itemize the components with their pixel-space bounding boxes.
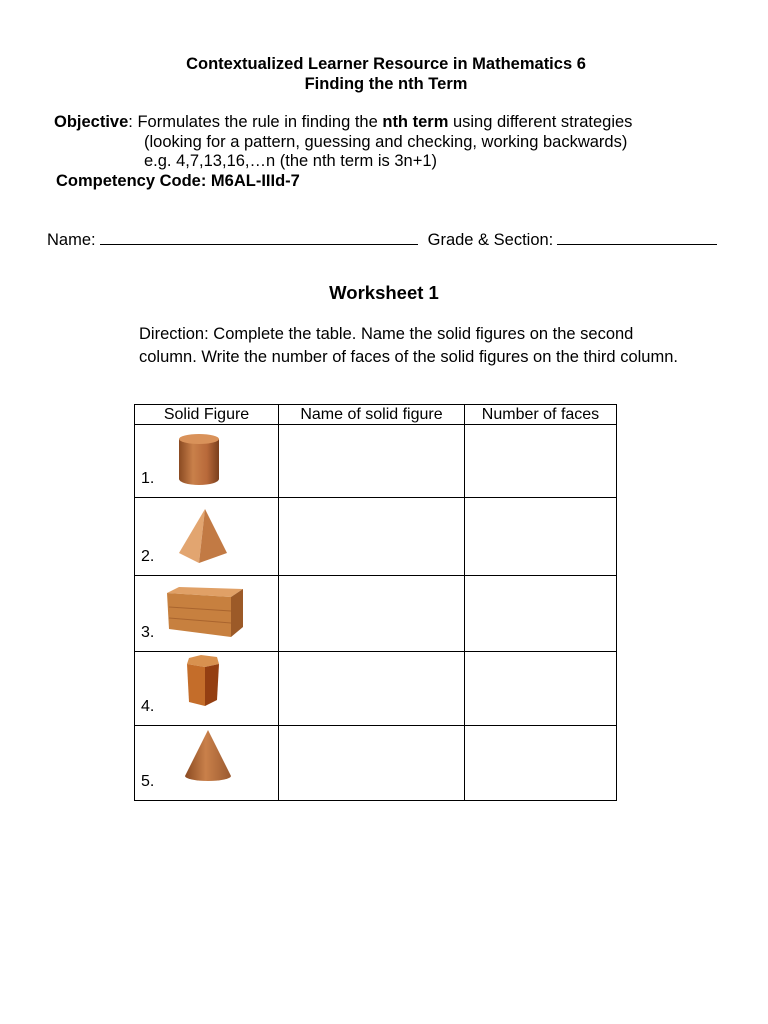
header-solid-figure: Solid Figure	[135, 405, 279, 425]
header-name-of-solid: Name of solid figure	[279, 405, 465, 425]
row-number: 2.	[141, 548, 155, 565]
name-grade-row	[47, 230, 717, 250]
grade-section-field[interactable]	[557, 230, 717, 245]
solid-figures-table	[134, 404, 617, 801]
figure-cell	[135, 726, 279, 801]
table-row	[135, 498, 617, 576]
rectangular-prism-icon	[165, 585, 245, 639]
faces-answer-cell[interactable]	[465, 576, 617, 652]
objective-text-a: Formulates the rule in finding the	[137, 113, 383, 131]
objective-example: e.g. 4,7,13,16,…n (the nth term is 3n+1)	[144, 152, 438, 170]
objective-term: nth term	[382, 113, 449, 131]
pentagonal-prism-icon	[183, 654, 223, 708]
row-number: 3.	[141, 624, 155, 641]
objective-block	[54, 113, 632, 172]
figure-cell	[135, 498, 279, 576]
document-subtitle: Finding the nth Term	[304, 75, 468, 93]
objective-label: Objective	[54, 113, 129, 131]
cone-icon	[183, 728, 233, 784]
faces-answer-cell[interactable]	[465, 726, 617, 801]
row-number: 5.	[141, 773, 155, 790]
document-title: Contextualized Learner Resource in Mathematics 6	[186, 55, 586, 73]
grade-section-label: Grade & Section:	[427, 231, 554, 249]
name-answer-cell[interactable]	[279, 498, 465, 576]
row-number: 4.	[141, 698, 155, 715]
figure-cell	[135, 576, 279, 652]
row-number: 1.	[141, 470, 155, 487]
table-row	[135, 576, 617, 652]
competency-code: Competency Code: M6AL-IIId-7	[56, 172, 300, 190]
table-header-row	[135, 405, 617, 425]
name-answer-cell[interactable]	[279, 425, 465, 498]
name-answer-cell[interactable]	[279, 576, 465, 652]
table-row	[135, 425, 617, 498]
objective-line-2: (looking for a pattern, guessing and checking, working backwards)	[144, 132, 628, 151]
figure-cell	[135, 652, 279, 726]
header-number-of-faces: Number of faces	[465, 405, 617, 425]
objective-colon: :	[128, 113, 138, 131]
faces-answer-cell[interactable]	[465, 652, 617, 726]
name-label: Name:	[47, 231, 96, 249]
worksheet-title: Worksheet 1	[329, 282, 439, 303]
cylinder-icon	[177, 433, 221, 487]
table-row	[135, 726, 617, 801]
figure-cell	[135, 425, 279, 498]
pyramid-icon	[177, 507, 229, 565]
name-answer-cell[interactable]	[279, 652, 465, 726]
objective-text-b: using different strategies	[448, 113, 633, 131]
name-answer-cell[interactable]	[279, 726, 465, 801]
faces-answer-cell[interactable]	[465, 498, 617, 576]
direction-text: Direction: Complete the table. Name the solid figures on the second column. Write the number of faces of the solid figures on the third column.	[139, 325, 678, 366]
name-field[interactable]	[100, 230, 418, 245]
table-row	[135, 652, 617, 726]
faces-answer-cell[interactable]	[465, 425, 617, 498]
